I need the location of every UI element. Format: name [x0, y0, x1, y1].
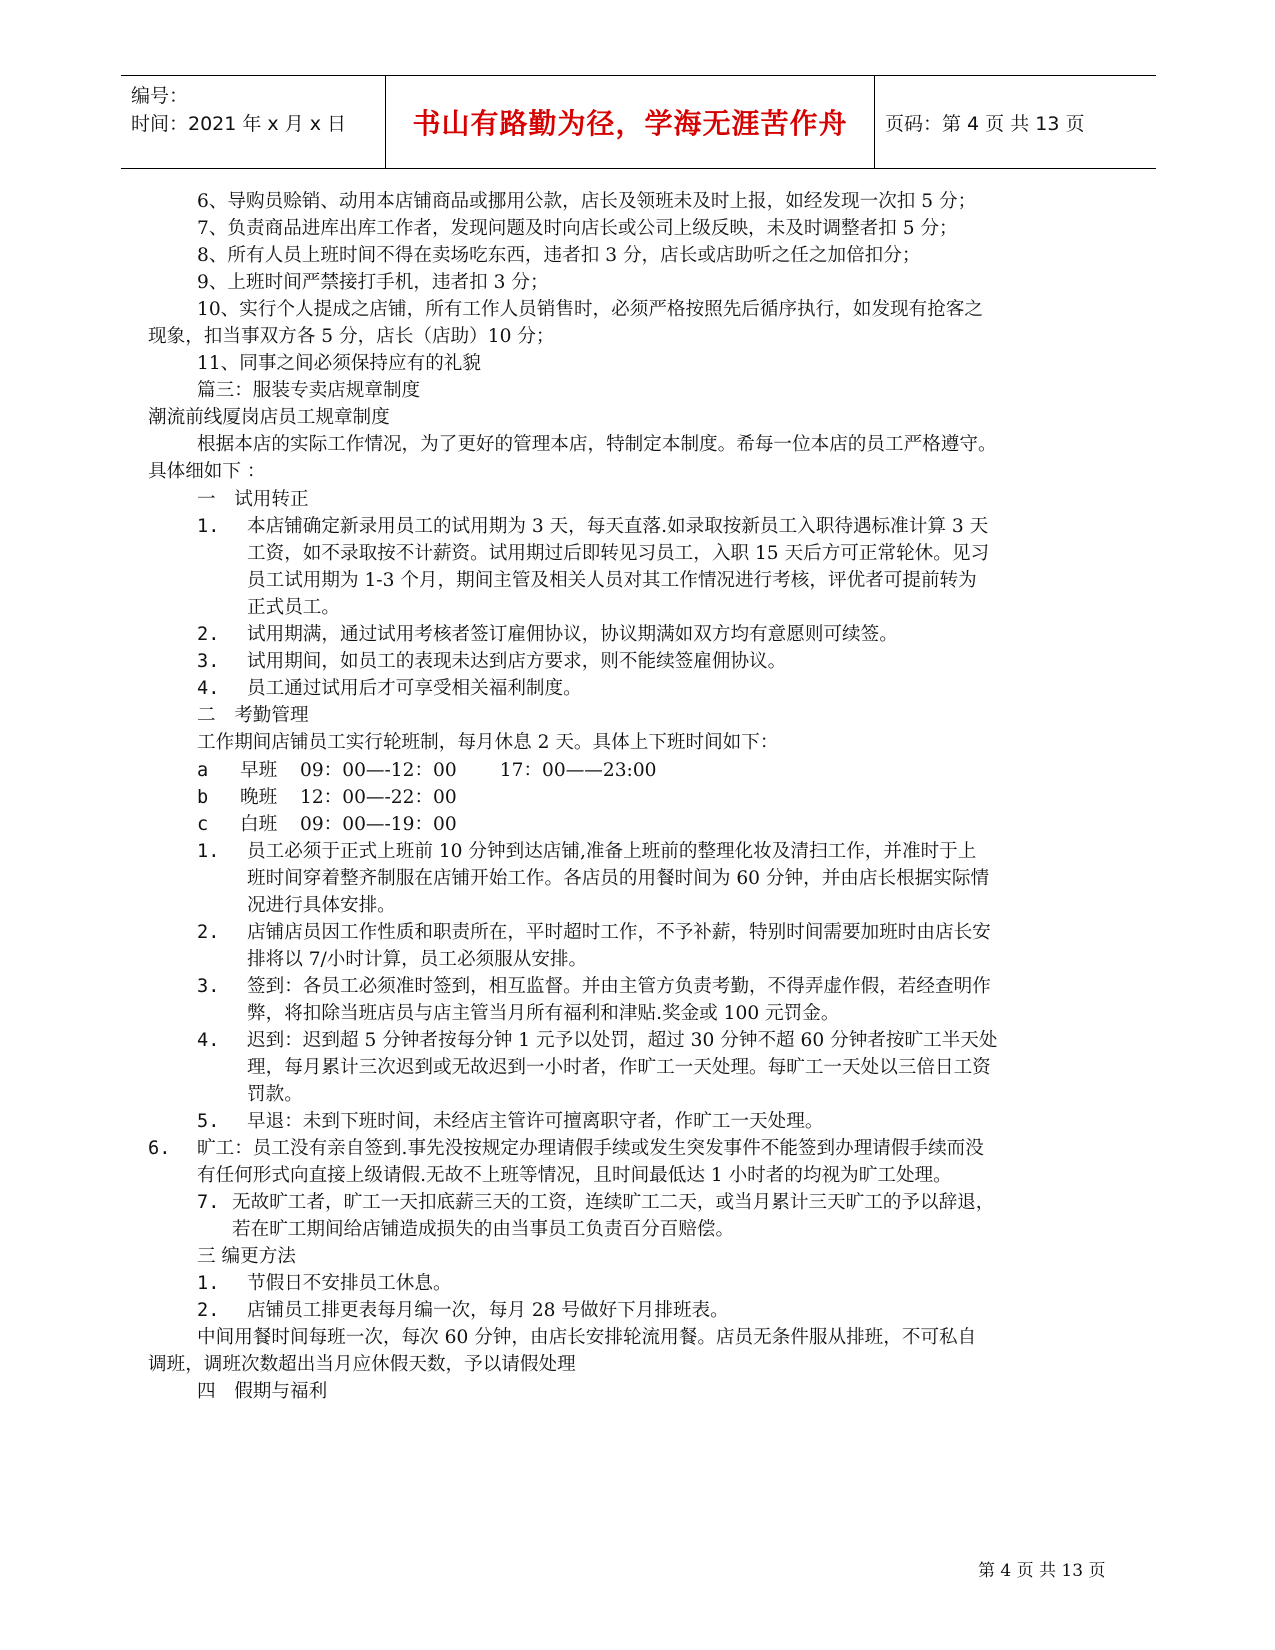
- item-line: 店铺店员因工作性质和职责所在，平时超时工作，不予补薪，特别时间需要加班时由店长安: [247, 922, 991, 943]
- rule-6: 6、导购员赊销、动用本店铺商品或挪用公款，店长及领班未及时上报，如经发现一次扣 5 分；: [197, 191, 977, 212]
- section-3-heading: 三 编更方法: [197, 1246, 296, 1267]
- item-number: 6.: [148, 1138, 171, 1159]
- item-number: 4.: [197, 678, 220, 699]
- shift-time: 12：00—-22：00: [300, 787, 457, 808]
- shift-time: 09：00—-12：00 17：00——23:00: [300, 760, 657, 781]
- item-line: 正式员工。: [247, 597, 340, 618]
- item-line: 员工必须于正式上班前 10 分钟到达店铺,准备上班前的整理化妆及清扫工作，并准时于上: [247, 841, 977, 862]
- section-2-heading: 二 考勤管理: [197, 705, 309, 726]
- page-header: [121, 75, 1156, 169]
- item-number: 1.: [197, 841, 220, 862]
- section-4-heading: 四 假期与福利: [197, 1381, 328, 1402]
- item-line: 若在旷工期间给店铺造成损失的由当事员工负责百分百赔偿。: [232, 1219, 735, 1240]
- header-number-label: 编号：: [131, 85, 189, 107]
- shift-name: 晚班: [240, 787, 278, 808]
- rule-11: 11、同事之间必须保持应有的礼貌: [197, 353, 481, 374]
- shift-name: 早班: [240, 760, 278, 781]
- document-title: 潮流前线厦岗店员工规章制度: [148, 407, 390, 428]
- item-number: 2.: [197, 922, 220, 943]
- shift-name: 白班: [240, 814, 278, 835]
- item-number: 2.: [197, 624, 220, 645]
- rule-9: 9、上班时间严禁接打手机，违者扣 3 分；: [197, 272, 549, 293]
- header-page-label: 页码：第 4 页 共 13 页: [885, 112, 1085, 135]
- item-line: 有任何形式向直接上级请假.无故不上班等情况，且时间最低达 1 小时者的均视为旷工处理。: [197, 1165, 952, 1186]
- header-page-cell: [873, 76, 1156, 168]
- shift-time: 09：00—-19：00: [300, 814, 457, 835]
- intro-line1: 根据本店的实际工作情况，为了更好的管理本店，特制定本制度。希每一位本店的员工严格遵守。: [197, 434, 997, 455]
- item-line: 工资，如不录取按不计薪资。试用期过后即转见习员工，入职 15 天后方可正常轮休。见习: [247, 543, 990, 564]
- rule-10-line1: 10、实行个人提成之店铺，所有工作人员销售时，必须严格按照先后循序执行，如发现有抢客之: [197, 299, 984, 320]
- item-number: 3.: [197, 976, 220, 997]
- section-3-note-line2: 调班，调班次数超出当月应休假天数，予以请假处理: [148, 1354, 576, 1375]
- header-motto: 书山有路勤为径，学海无涯苦作舟: [412, 107, 848, 140]
- rule-8: 8、所有人员上班时间不得在卖场吃东西，违者扣 3 分，店长或店助听之任之加倍扣分；: [197, 245, 921, 266]
- item-line: 排将以 7/小时计算，员工必须服从安排。: [247, 949, 588, 970]
- section-2-intro: 工作期间店铺员工实行轮班制，每月休息 2 天。具体上下班时间如下：: [197, 732, 779, 753]
- item-line: 员工通过试用后才可享受相关福利制度。: [247, 678, 582, 699]
- shift-key: c: [197, 814, 209, 835]
- header-meta: [121, 76, 385, 168]
- item-line: 弊，将扣除当班店员与店主管当月所有福利和津贴.奖金或 100 元罚金。: [247, 1003, 840, 1024]
- item-line: 本店铺确定新录用员工的试用期为 3 天，每天直落.如录取按新员工入职待遇标准计算 3 天: [247, 516, 989, 537]
- item-number: 7.: [197, 1192, 220, 1213]
- section-3-note-line1: 中间用餐时间每班一次，每次 60 分钟，由店长安排轮流用餐。店员无条件服从排班，不可私自: [197, 1327, 977, 1348]
- item-line: 罚款。: [247, 1084, 303, 1105]
- item-line: 店铺员工排更表每月编一次，每月 28 号做好下月排班表。: [247, 1300, 729, 1321]
- item-line: 迟到：迟到超 5 分钟者按每分钟 1 元予以处罚，超过 30 分钟不超 60 分钟者按旷工半天处: [247, 1030, 998, 1051]
- item-line: 无故旷工者，旷工一天扣底薪三天的工资，连续旷工二天，或当月累计三天旷工的予以辞退，: [232, 1192, 995, 1213]
- item-number: 5.: [197, 1111, 220, 1132]
- item-line: 班时间穿着整齐制服在店铺开始工作。各店员的用餐时间为 60 分钟，并由店长根据实际情: [247, 868, 990, 889]
- rule-7: 7、负责商品进库出库工作者，发现问题及时向店长或公司上级反映，未及时调整者扣 5 分；: [197, 218, 958, 239]
- item-number: 3.: [197, 651, 220, 672]
- item-line: 节假日不安排员工休息。: [247, 1273, 452, 1294]
- section-1-heading: 一 试用转正: [197, 489, 309, 510]
- section-title-p3: 篇三：服装专卖店规章制度: [197, 380, 421, 401]
- item-number: 1.: [197, 1273, 220, 1294]
- header-motto-cell: [385, 76, 875, 168]
- intro-line2: 具体细如下 ：: [148, 461, 266, 482]
- rule-10-line2: 现象，扣当事双方各 5 分，店长（店助）10 分；: [148, 326, 555, 347]
- item-line: 况进行具体安排。: [247, 895, 396, 916]
- item-line: 理，每月累计三次迟到或无故迟到一小时者，作旷工一天处理。每旷工一天处以三倍日工资: [247, 1057, 991, 1078]
- page-footer: 第 4 页 共 13 页: [978, 1561, 1106, 1581]
- item-number: 4.: [197, 1030, 220, 1051]
- item-number: 2.: [197, 1300, 220, 1321]
- item-line: 早退：未到下班时间，未经店主管许可擅离职守者，作旷工一天处理。: [247, 1111, 824, 1132]
- item-line: 旷工：员工没有亲自签到.事先没按规定办理请假手续或发生突发事件不能签到办理请假手续而没: [197, 1138, 984, 1159]
- item-line: 试用期间，如员工的表现未达到店方要求，则不能续签雇佣协议。: [247, 651, 787, 672]
- item-line: 签到：各员工必须准时签到，相互监督。并由主管方负责考勤，不得弄虚作假，若经查明作: [247, 976, 991, 997]
- item-line: 员工试用期为 1-3 个月，期间主管及相关人员对其工作情况进行考核，评优者可提前转为: [247, 570, 977, 591]
- item-line: 试用期满，通过试用考核者签订雇佣协议，协议期满如双方均有意愿则可续签。: [247, 624, 898, 645]
- shift-key: b: [197, 787, 209, 808]
- item-number: 1.: [197, 516, 220, 537]
- header-time-label: 时间：2021 年 x 月 x 日: [131, 113, 347, 135]
- shift-key: a: [197, 760, 209, 781]
